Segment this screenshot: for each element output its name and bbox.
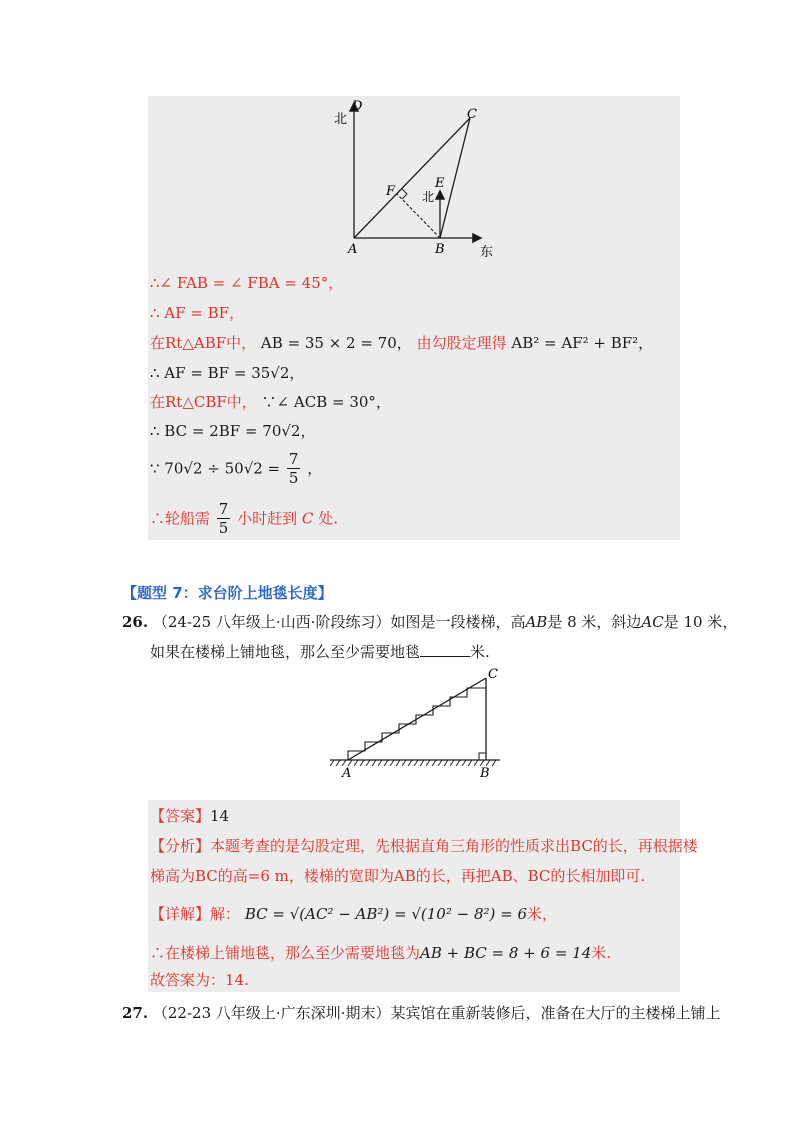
solution-line-7: ∵ 70√2 ÷ 50√2 = $\frac{7}{5}$ ，: [150, 450, 323, 487]
question-26-line-2: 如果在楼梯上铺地毯，那么至少需要地毯 米.: [150, 643, 490, 661]
label-C: C: [467, 107, 477, 122]
solution-line-6: ∴ BC = 2BF = 70√2，: [150, 422, 316, 440]
detail-line-2: ∴在楼梯上铺地毯，那么至少需要地毯为AB + BC = 8 + 6 = 14米.: [150, 944, 612, 962]
label-A: A: [348, 242, 358, 257]
question-26-line-1: 26. （24-25 八年级上·山西·阶段练习）如图是一段楼梯，高AB是 8 米，斜边AC是 10 米，: [122, 613, 738, 631]
label-F: F: [386, 184, 396, 199]
question-27-line-1: 27. （22-23 八年级上·广东深圳·期末）某宾馆在重新装修后，准备在大厅的主楼梯上铺上: [122, 1004, 721, 1022]
detail-line-3: 故答案为：14.: [150, 971, 249, 989]
label-E: E: [435, 176, 445, 191]
label-B: B: [435, 242, 445, 257]
answer-panel: [148, 800, 680, 992]
stair-label-C: C: [488, 667, 498, 682]
solution-line-8: ∴轮船需 $\frac{7}{5}$ 小时赶到 C 处.: [150, 500, 338, 537]
solution-line-1: ∴∠ FAB = ∠ FBA = 45°，: [150, 274, 344, 292]
stair-label-A: A: [342, 766, 352, 780]
label-north-2: 北: [422, 190, 435, 204]
detail-line-1: 【详解】解： BC = √(AC² − AB²) = √(10² − 8²) = 6米，: [150, 905, 558, 923]
solution-line-4: ∴ AF = BF = 35√2，: [150, 364, 305, 382]
analysis-line-2: 梯高为BC的高=6 m，楼梯的宽即为AB的长，再把AB、BC的长相加即可.: [150, 867, 646, 885]
analysis-line-1: 【分析】本题考查的是勾股定理，先根据直角三角形的性质求出BC的长，再根据楼: [150, 837, 698, 855]
answer-blank: [420, 642, 470, 657]
label-north: 北: [334, 112, 348, 127]
solution-line-3: 在Rt△ABF中， AB = 35 × 2 = 70， 由勾股定理得 AB² = AF² + BF²，: [150, 334, 654, 352]
navigation-diagram: [330, 98, 510, 263]
stair-label-B: B: [480, 766, 490, 780]
answer-line: 【答案】14: [150, 807, 230, 825]
staircase-diagram: [328, 664, 508, 780]
solution-line-5: 在Rt△CBF中， ∵∠ ACB = 30°，: [150, 393, 391, 411]
label-east: 东: [480, 245, 494, 260]
solution-line-2: ∴ AF = BF，: [150, 304, 245, 322]
label-D: D: [352, 99, 363, 114]
section-title: 【题型 7：求台阶上地毯长度】: [122, 584, 333, 602]
